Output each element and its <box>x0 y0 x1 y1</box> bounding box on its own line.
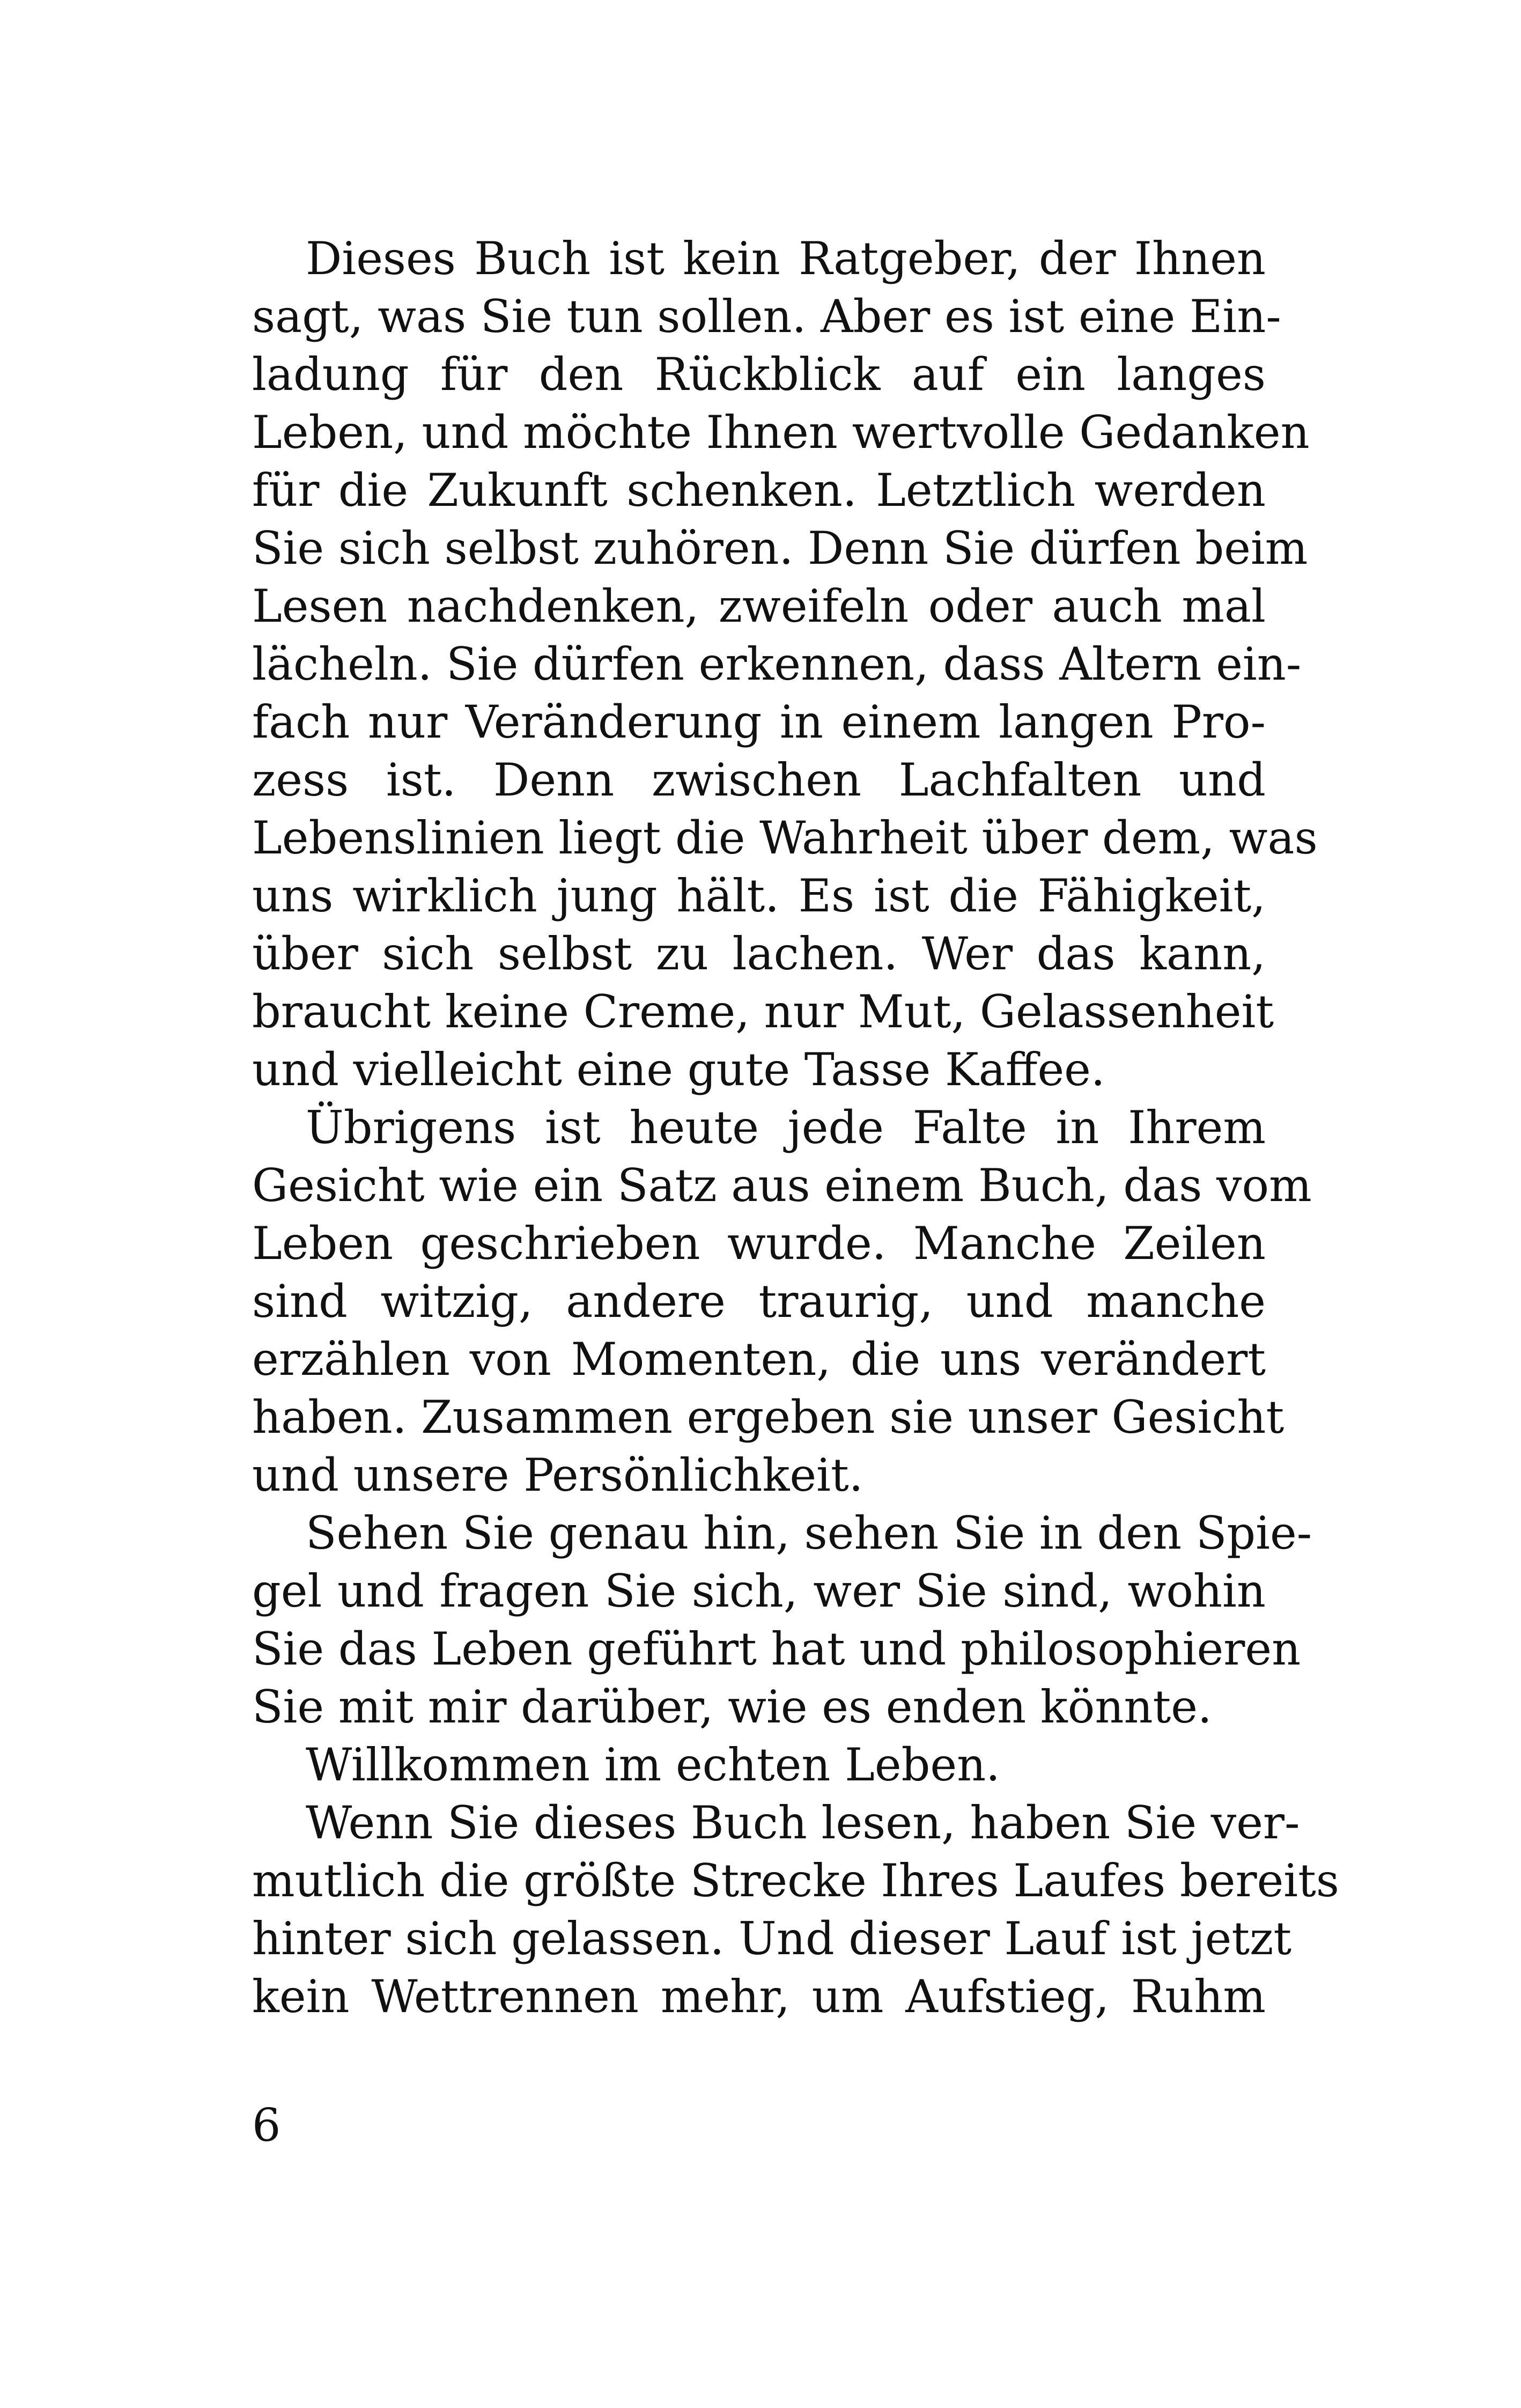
paragraph <box>252 1736 1266 1794</box>
text-line: Leben, und möchte Ihnen wertvolle Gedanken <box>252 406 1310 459</box>
body-text <box>252 230 1340 2026</box>
paragraph <box>252 1504 1312 1736</box>
text-line: Leben geschrieben wurde. Manche Zeilen <box>252 1217 1266 1270</box>
text-line: Lebenslinien liegt die Wahrheit über dem, was <box>252 812 1318 864</box>
text-line: Gesicht wie ein Satz aus einem Buch, das vom <box>252 1159 1312 1212</box>
text-line: mutlich die größte Strecke Ihres Laufes bereits <box>252 1854 1340 1907</box>
text-line: lächeln. Sie dürfen erkennen, dass Altern ein- <box>252 638 1302 690</box>
text-line: Dieses Buch ist kein Ratgeber, der Ihnen <box>306 232 1266 285</box>
text-line: ladung für den Rückblick auf ein langes <box>252 348 1266 401</box>
text-line: kein Wettrennen mehr, um Aufstieg, Ruhm <box>252 1970 1266 2023</box>
text-line: Lesen nachdenken, zweifeln oder auch mal <box>252 580 1266 632</box>
text-line: zess ist. Denn zwischen Lachfalten und <box>252 754 1266 806</box>
text-line: Sehen Sie genau hin, sehen Sie in den Spie- <box>306 1507 1312 1559</box>
text-line: Wenn Sie dieses Buch lesen, haben Sie ver- <box>306 1796 1300 1849</box>
text-line: sind witzig, andere traurig, und manche <box>252 1275 1266 1328</box>
text-line: Sie mit mir darüber, wie es enden könnte. <box>252 1681 1212 1733</box>
text-line: Willkommen im echten Leben. <box>306 1739 1000 1791</box>
text-line: Sie das Leben geführt hat und philosophieren <box>252 1623 1301 1675</box>
text-line: sagt, was Sie tun sollen. Aber es ist eine Ein- <box>252 290 1281 343</box>
paragraph <box>252 230 1318 1099</box>
page-number: 6 <box>252 2099 281 2152</box>
text-line: gel und fragen Sie sich, wer Sie sind, wohin <box>252 1565 1266 1617</box>
text-line: erzählen von Momenten, die uns verändert <box>252 1333 1266 1386</box>
paragraph <box>252 1794 1340 2026</box>
text-line: fach nur Veränderung in einem langen Pro- <box>252 696 1266 748</box>
text-line: Übrigens ist heute jede Falte in Ihrem <box>306 1101 1266 1154</box>
text-line: uns wirklich jung hält. Es ist die Fähigkeit, <box>252 870 1266 922</box>
text-line: hinter sich gelassen. Und dieser Lauf ist jetzt <box>252 1912 1292 1965</box>
text-line: Sie sich selbst zuhören. Denn Sie dürfen beim <box>252 522 1308 575</box>
text-line: über sich selbst zu lachen. Wer das kann, <box>252 927 1266 980</box>
text-line: und vielleicht eine gute Tasse Kaffee. <box>252 1043 1105 1096</box>
text-line: und unsere Persönlichkeit. <box>252 1449 863 1501</box>
text-line: braucht keine Creme, nur Mut, Gelassenheit <box>252 985 1274 1038</box>
text-line: für die Zukunft schenken. Letztlich werden <box>252 464 1266 517</box>
text-line: haben. Zusammen ergeben sie unser Gesicht <box>252 1391 1284 1444</box>
paragraph <box>252 1099 1312 1504</box>
